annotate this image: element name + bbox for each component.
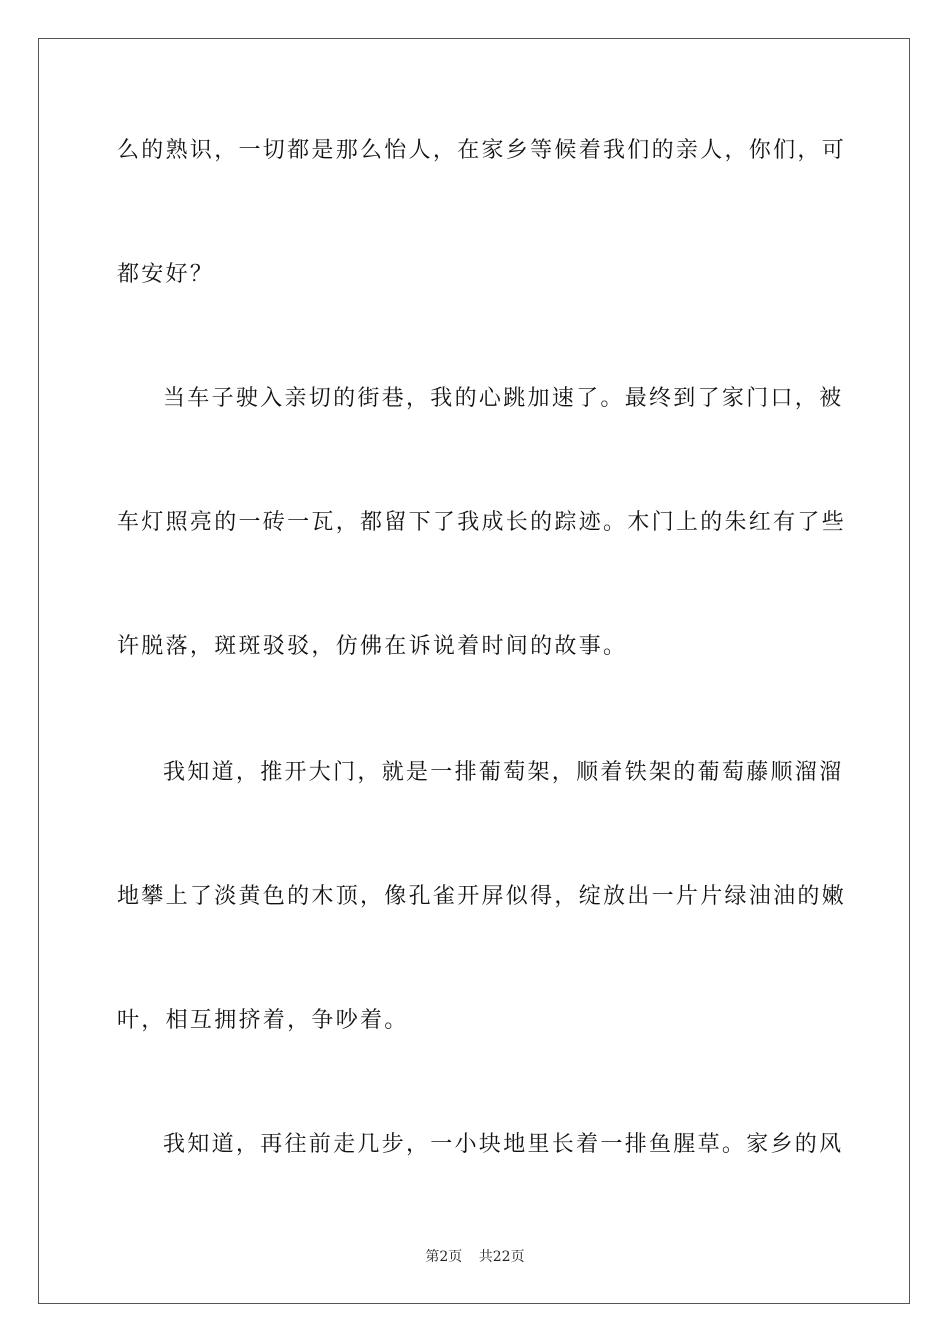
text-line: 都安好？ (117, 262, 215, 287)
text-line: 车灯照亮的一砖一瓦，都留下了我成长的踪迹。木门上的朱红有了些 (117, 510, 847, 535)
text-line: 许脱落，斑斑驳驳，仿佛在诉说着时间的故事。 (117, 634, 628, 659)
text-line: 么的熟识，一切都是那么怡人，在家乡等候着我们的亲人，你们，可 (117, 138, 847, 163)
paragraph-start-line: 当车子驶入亲切的街巷，我的心跳加速了。最终到了家门口，被 (163, 386, 844, 411)
text-line: 叶，相互拥挤着，争吵着。 (117, 1008, 409, 1033)
page-total: 共22页 (478, 1249, 525, 1265)
paragraph-start-line: 我知道，推开大门，就是一排葡萄架，顺着铁架的葡萄藤顺溜溜 (163, 760, 844, 785)
page-footer (0, 1246, 950, 1266)
paragraph-start-line: 我知道，再往前走几步，一小块地里长着一排鱼腥草。家乡的风 (163, 1132, 844, 1157)
text-line: 地攀上了淡黄色的木顶，像孔雀开屏似得，绽放出一片片绿油油的嫩 (117, 884, 847, 909)
page-border (38, 38, 910, 1304)
page-number: 第2页 (425, 1249, 463, 1265)
